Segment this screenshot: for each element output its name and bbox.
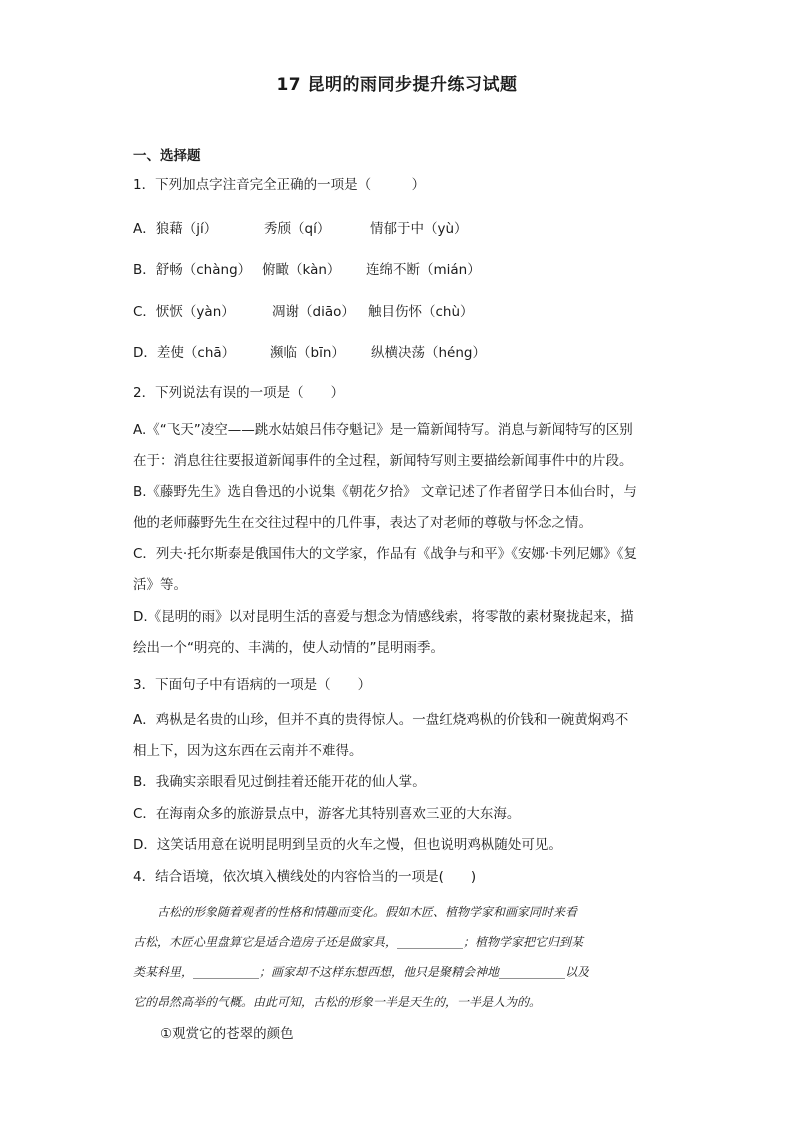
- question-3-stem: 3．下面句子中有语病的一项是（ ）: [133, 677, 372, 693]
- page-title: 17 昆明的雨同步提升练习试题: [276, 75, 518, 95]
- q2-line: A.《“飞天”凌空——跳水姑娘吕伟夺魁记》是一篇新闻特写。消息与新闻特写的区别: [133, 422, 633, 438]
- q1-option-b-3: 连绵不断（mián）: [366, 262, 481, 278]
- q3-line: 相上下，因为这东西在云南并不难得。: [133, 743, 363, 759]
- q1-option-d-1: D．差使（chā）: [133, 345, 236, 361]
- q1-option-a-1: A．狼藉（jí）: [133, 221, 218, 237]
- q4-option-1: ①观赏它的苍翠的颜色: [160, 1026, 294, 1042]
- q1-option-d-3: 纵横决荡（héng）: [371, 345, 486, 361]
- question-2-stem: 2．下列说法有误的一项是（ ）: [133, 385, 345, 401]
- q1-option-c-1: C．恹恹（yàn）: [133, 304, 235, 320]
- q4-passage-line: 它的昂然高举的气概。由此可知，古松的形象一半是天生的，一半是人为的。: [133, 995, 542, 1009]
- question-4-stem: 4．结合语境，依次填入横线处的内容恰当的一项是( ): [133, 869, 477, 885]
- q2-line: D.《昆明的雨》以对昆明生活的喜爱与想念为情感线索，将零散的素材聚拢起来，描: [133, 609, 634, 625]
- q2-line: 活》等。: [133, 577, 187, 593]
- q4-passage-line: 类某科里，___________；画家却不这样东想西想，他只是聚精会神地___________以及: [133, 965, 590, 979]
- q1-option-c-3: 触目伤怀（chù）: [368, 304, 474, 320]
- q1-option-a-2: 秀颀（qí）: [264, 221, 331, 237]
- section-heading: 一、选择题: [133, 148, 201, 164]
- q2-line: B.《藤野先生》选自鲁迅的小说集《朝花夕拾》 文章记述了作者留学日本仙台时，与: [133, 484, 637, 500]
- q2-line: C．列夫·托尔斯泰是俄国伟大的文学家，作品有《战争与和平》《安娜·卡列尼娜》《复: [133, 546, 638, 562]
- q2-line: 绘出一个“明亮的、丰满的，使人动情的”昆明雨季。: [133, 640, 444, 656]
- q1-option-a-3: 情郁于中（yù）: [370, 221, 468, 237]
- q3-line: A．鸡枞是名贵的山珍，但并不真的贵得惊人。一盘红烧鸡枞的价钱和一碗黄焖鸡不: [133, 712, 629, 728]
- question-1-stem: 1．下列加点字注音完全正确的一项是（ ）: [133, 177, 426, 193]
- q1-option-c-2: 凋谢（diāo）: [272, 304, 355, 320]
- q3-line: B．我确实亲眼看见过倒挂着还能开花的仙人掌。: [133, 774, 426, 790]
- q1-option-b-1: B．舒畅（chàng）: [133, 262, 252, 278]
- q1-option-b-2: 俯瞰（kàn）: [262, 262, 341, 278]
- q3-line: C．在海南众多的旅游景点中，游客尤其特别喜欢三亚的大东海。: [133, 806, 521, 822]
- q3-line: D．这笑话用意在说明昆明到呈贡的火车之慢，但也说明鸡枞随处可见。: [133, 837, 562, 853]
- q4-passage-line: 古松，木匠心里盘算它是适合造房子还是做家具，___________；植物学家把它归到某: [133, 935, 584, 949]
- q1-option-d-2: 濒临（bīn）: [270, 345, 345, 361]
- q2-line: 他的老师藤野先生在交往过程中的几件事，表达了对老师的尊敬与怀念之情。: [133, 515, 592, 531]
- q4-passage-line: 古松的形象随着观者的性格和情趣而变化。假如木匠、植物学家和画家同时来看: [133, 905, 578, 919]
- q2-line: 在于：消息往往要报道新闻事件的全过程，新闻特写则主要描绘新闻事件中的片段。: [133, 453, 633, 469]
